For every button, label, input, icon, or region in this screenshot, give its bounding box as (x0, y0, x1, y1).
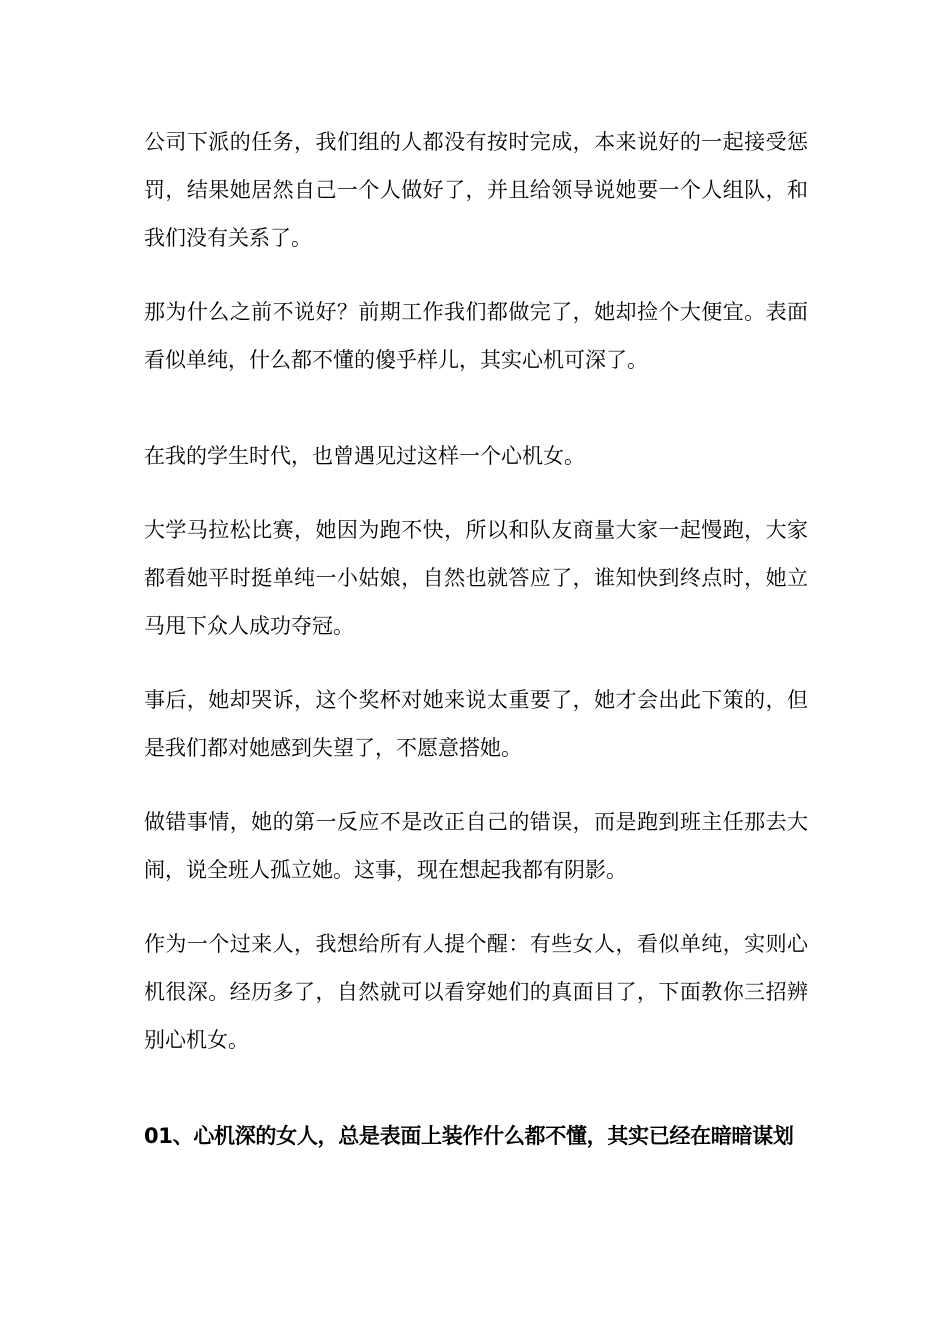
section-heading: 01、心机深的女人，总是表面上装作什么都不懂，其实已经在暗暗谋划 (144, 1124, 794, 1148)
paragraph-2: 那为什么之前不说好？前期工作我们都做完了，她却捡个大便宜。表面看似单纯，什么都不懂的傻乎样儿，其实心机可深了。 (144, 300, 808, 372)
paragraph-6: 做错事情，她的第一反应不是改正自己的错误，而是跑到班主任那去大闹，说全班人孤立她。这事，现在想起我都有阴影。 (144, 810, 808, 882)
paragraph-3: 在我的学生时代，也曾遇见过这样一个心机女。 (144, 444, 585, 468)
paragraph-7: 作为一个过来人，我想给所有人提个醒：有些女人，看似单纯，实则心机很深。经历多了，自然就可以看穿她们的真面目了，下面教你三招辨别心机女。 (144, 932, 808, 1052)
document-body (144, 118, 808, 1160)
paragraph-4: 大学马拉松比赛，她因为跑不快，所以和队友商量大家一起慢跑，大家都看她平时挺单纯一小姑娘，自然也就答应了，谁知快到终点时，她立马甩下众人成功夺冠。 (144, 518, 808, 638)
paragraph-1: 公司下派的任务，我们组的人都没有按时完成，本来说好的一起接受惩罚，结果她居然自己一个人做好了，并且给领导说她要一个人组队，和我们没有关系了。 (144, 130, 808, 250)
paragraph-5: 事后，她却哭诉，这个奖杯对她来说太重要了，她才会出此下策的，但是我们都对她感到失望了，不愿意搭她。 (144, 688, 808, 760)
